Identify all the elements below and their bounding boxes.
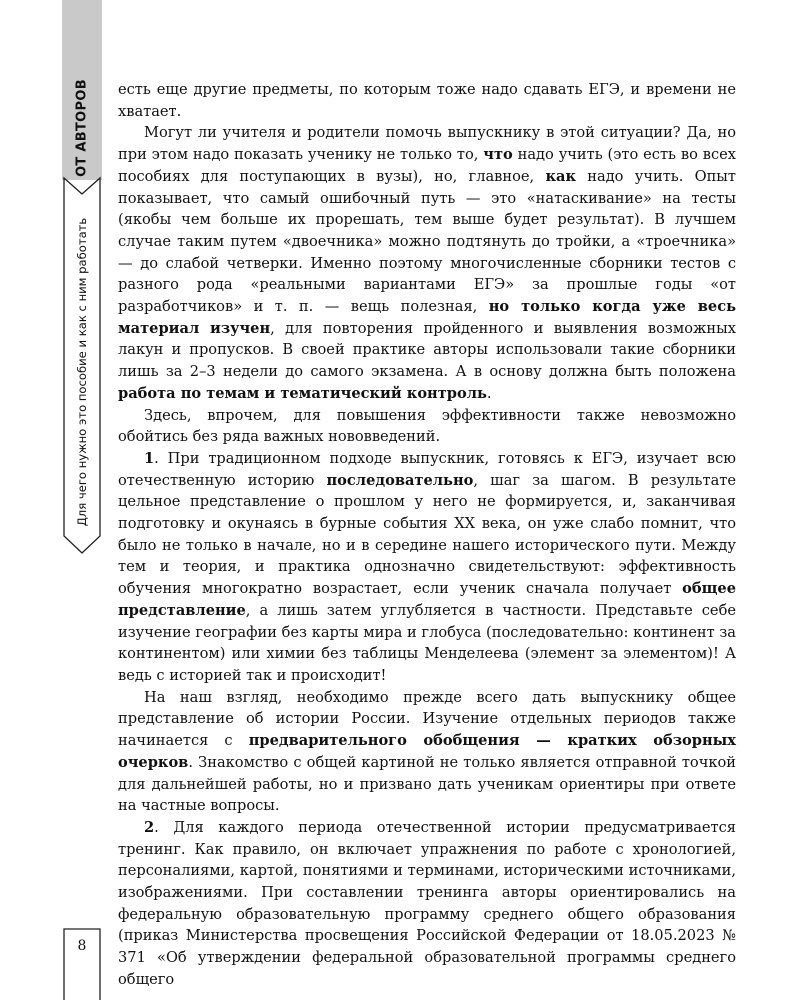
side-tab-label: ОТ АВТОРОВ (74, 79, 90, 177)
paragraph: есть еще другие предметы, по которым тоже надо сдавать ЕГЭ, и времени не хватает. (118, 81, 736, 120)
paragraph: 2. Для каждого периода отечественной истории предусматривается тренинг. Как правило, он включает упражнения по работе с хронологией, персоналиями, картой, понятиями и терминами, историческими источниками, изображениями. При составлении тренинга авторы ориентировались на федеральную образовательную программу среднего общего образования (приказ Министерства просвещения Российской Федерации от 18.05.2023 № 371 «Об утверждении федеральной образовательной программы среднего общего (118, 818, 736, 988)
paragraph: Могут ли учителя и родители помочь выпускнику в этой ситуации? Да, но при этом надо показать ученику не только то, что надо учить (это есть во всех пособиях для поступающих в вузы), но, главное, как надо учить. Опыт показывает, что самый ошибочный путь — это «натаскивание» на тесты (якобы чем больше их прорешать, тем выше будет результат). В лучшем случае таким путем «двоечника» можно подтянуть до тройки, а «троечника» — до слабой четверки. Именно поэтому многочисленные сборники тестов с разного рода «реальными вариантами ЕГЭ» за прошлые годы «от разработчиков» и т. п. — вещь полезная, но только когда уже весь материал изучен, для повторения пройденного и выявления возможных лакун и пропусков. В своей практике авторы использовали такие сборники лишь за 2–3 недели до самого экзамена. А в основу должна быть положена работа по темам и тематический контроль. (118, 124, 736, 402)
paragraph: На наш взгляд, необходимо прежде всего дать выпускнику общее представление об истории России. Изучение отдельных периодов также начинается с предварительного обобщения — кратких обзорных очерков. Знакомство с общей картиной не только является отправной точкой для дальнейшей работы, но и призвано дать ученикам ориентиры при ответе на частные вопросы. (118, 688, 736, 815)
page-number: 8 (77, 938, 87, 954)
side-section-label: Для чего нужно это пособие и как с ним работать (75, 217, 89, 527)
body-text (118, 79, 736, 991)
paragraph: Здесь, впрочем, для повышения эффективности также невозможно обойтись без ряда важных нововведений. (118, 406, 736, 446)
paragraph: 1. При традиционном подходе выпускник, готовясь к ЕГЭ, изучает всю отечественную историю последовательно, шаг за шагом. В результате цельное представление о прошлом у него не формируется, и, заканчивая подготовку и окунаясь в бурные события XX века, он уже слабо помнит, что было не только в начале, но и в середине нашего исторического пути. Между тем и теория, и практика однозначно свидетельствуют: эффективность обучения многократно возрастает, если ученик сначала получает общее представление, а лишь затем углубляется в частности. Представьте себе изучение географии без карты мира и глобуса (последовательно: континент за континентом) или химии без таблицы Менделеева (элемент за элементом)! А ведь с историей так и происходит! (118, 449, 736, 684)
